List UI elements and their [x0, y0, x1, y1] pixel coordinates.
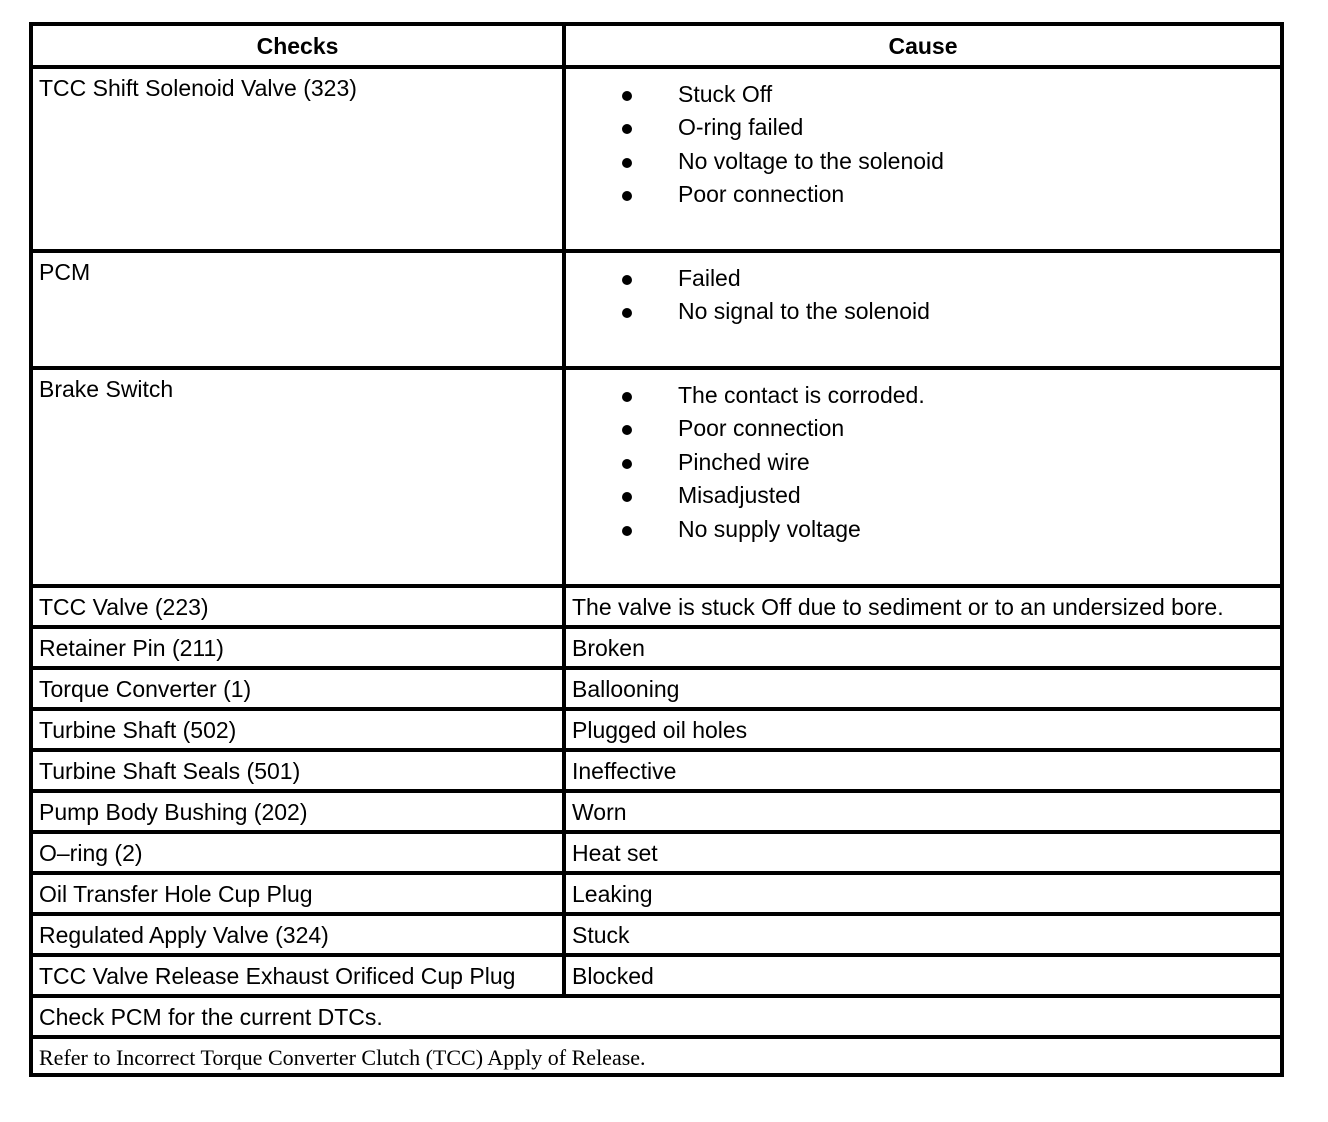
list-item: No supply voltage [622, 513, 1274, 546]
cause-list [572, 73, 1274, 212]
cause-cell: Ballooning [564, 668, 1282, 709]
cause-cell: Plugged oil holes [564, 709, 1282, 750]
table-row [31, 368, 1282, 586]
list-item: Poor connection [622, 412, 1274, 445]
check-cell: PCM [31, 251, 564, 368]
cause-cell: Worn [564, 791, 1282, 832]
cause-cell: Leaking [564, 873, 1282, 914]
table-row [31, 996, 1282, 1037]
table-row [31, 873, 1282, 914]
cause-cell [564, 67, 1282, 251]
header-cause: Cause [564, 24, 1282, 67]
list-item: Failed [622, 262, 1274, 295]
list-item: No voltage to the solenoid [622, 145, 1274, 178]
table-row [31, 67, 1282, 251]
cause-cell: Heat set [564, 832, 1282, 873]
cause-cell [564, 251, 1282, 368]
check-cell: Retainer Pin (211) [31, 627, 564, 668]
check-cell: Regulated Apply Valve (324) [31, 914, 564, 955]
cause-list [572, 374, 1274, 546]
table-row [31, 668, 1282, 709]
cause-cell: Blocked [564, 955, 1282, 996]
table-row [31, 914, 1282, 955]
header-checks: Checks [31, 24, 564, 67]
bullet-icon [622, 459, 632, 469]
table-row [31, 832, 1282, 873]
check-cell: Oil Transfer Hole Cup Plug [31, 873, 564, 914]
list-item: O-ring failed [622, 111, 1274, 144]
bullet-icon [622, 425, 632, 435]
table-row [31, 709, 1282, 750]
header-row [31, 24, 1282, 67]
list-item: Pinched wire [622, 446, 1274, 479]
check-cell: Torque Converter (1) [31, 668, 564, 709]
bullet-icon [622, 91, 632, 101]
refer-note: Refer to Incorrect Torque Converter Clutch (TCC) Apply of Release. [31, 1037, 1282, 1075]
check-cell: TCC Shift Solenoid Valve (323) [31, 67, 564, 251]
list-item: No signal to the solenoid [622, 295, 1274, 328]
cause-cell: The valve is stuck Off due to sediment or to an undersized bore. [564, 586, 1282, 627]
cause-cell: Stuck [564, 914, 1282, 955]
bullet-icon [622, 392, 632, 402]
list-item: The contact is corroded. [622, 379, 1274, 412]
diagnostic-table [29, 22, 1284, 1077]
check-cell: TCC Valve Release Exhaust Orificed Cup Plug [31, 955, 564, 996]
cause-cell: Broken [564, 627, 1282, 668]
table-row [31, 791, 1282, 832]
list-item: Poor connection [622, 178, 1274, 211]
table-row [31, 627, 1282, 668]
bullet-icon [622, 124, 632, 134]
check-cell: Turbine Shaft (502) [31, 709, 564, 750]
bullet-icon [622, 308, 632, 318]
bullet-icon [622, 275, 632, 285]
table-row [31, 955, 1282, 996]
bullet-icon [622, 191, 632, 201]
cause-cell [564, 368, 1282, 586]
list-item: Stuck Off [622, 78, 1274, 111]
check-cell: Turbine Shaft Seals (501) [31, 750, 564, 791]
cause-list [572, 257, 1274, 329]
dtc-note: Check PCM for the current DTCs. [31, 996, 1282, 1037]
table-row [31, 251, 1282, 368]
check-cell: Pump Body Bushing (202) [31, 791, 564, 832]
bullet-icon [622, 526, 632, 536]
table-row [31, 1037, 1282, 1075]
check-cell: Brake Switch [31, 368, 564, 586]
check-cell: TCC Valve (223) [31, 586, 564, 627]
bullet-icon [622, 492, 632, 502]
table-row [31, 586, 1282, 627]
check-cell: O–ring (2) [31, 832, 564, 873]
cause-cell: Ineffective [564, 750, 1282, 791]
list-item: Misadjusted [622, 479, 1274, 512]
table-row [31, 750, 1282, 791]
bullet-icon [622, 158, 632, 168]
